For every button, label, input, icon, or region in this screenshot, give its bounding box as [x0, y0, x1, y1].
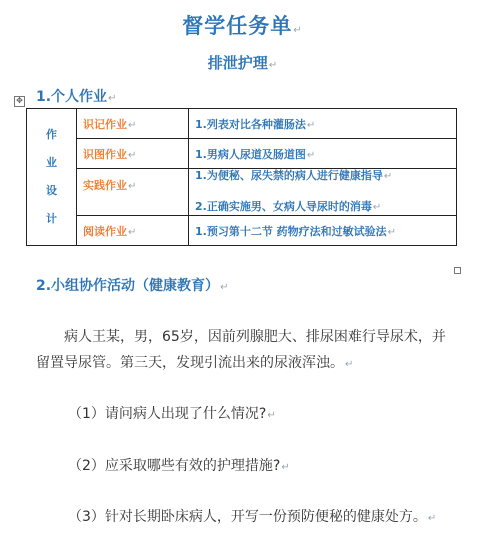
paragraph-mark: ↵ — [427, 513, 437, 524]
item-cell: 1.男病人尿道及肠道图↵ — [189, 139, 457, 169]
side-label-char: 作 — [46, 128, 57, 141]
paragraph-mark: ↵ — [128, 181, 137, 192]
paragraph-mark: ↵ — [128, 149, 137, 161]
table-move-handle-icon[interactable]: ✥ — [14, 96, 25, 107]
paragraph-mark: ↵ — [128, 119, 137, 131]
table-row — [27, 139, 457, 169]
table-row — [27, 216, 457, 246]
paragraph-mark: ↵ — [306, 119, 316, 131]
category-cell: 识图作业↵ — [77, 139, 189, 169]
document-title: 督学任务单↵ — [182, 14, 303, 38]
paragraph-mark: ↵ — [267, 410, 276, 421]
item-line: 2.正确实施男、女病人导尿时的消毒↵ — [195, 200, 382, 213]
paragraph-mark: ↵ — [128, 226, 137, 238]
item-cell: 1.预习第十二节 药物疗法和过敏试验法↵ — [189, 216, 457, 246]
table-row — [27, 109, 457, 139]
section2-heading: 2.小组协作活动（健康教育）↵ — [36, 278, 229, 294]
case-paragraph: 病人王某，男，65岁，因前列腺肥大、排尿困难行导尿术，并留置导尿管。第三天，发现引流出来的尿液浑浊。↵ — [36, 329, 446, 371]
item-cell: 1.列表对比各种灌肠法↵ — [189, 109, 457, 139]
item-cell — [189, 169, 457, 216]
task-table — [26, 108, 457, 246]
category-cell: 实践作业↵ — [77, 169, 189, 216]
section1-heading: 1.个人作业↵ — [36, 89, 117, 105]
paragraph-mark: ↵ — [345, 359, 354, 370]
question-1: （1）请问病人出现了什么情况?↵ — [68, 406, 276, 422]
paragraph-mark: ↵ — [387, 226, 397, 238]
paragraph-mark: ↵ — [220, 282, 229, 293]
side-label-char: 业 — [46, 156, 57, 169]
side-label-char: 设 — [46, 184, 57, 197]
question-3: （3）针对长期卧床病人，开写一份预防便秘的健康处方。↵ — [68, 509, 437, 525]
paragraph-mark: ↵ — [268, 60, 278, 71]
document-subtitle: 排泄护理↵ — [207, 54, 278, 72]
item-line: 1.为便秘、尿失禁的病人进行健康指导↵ — [195, 169, 393, 182]
side-label-char: 计 — [46, 212, 57, 225]
category-cell: 阅读作业↵ — [77, 216, 189, 246]
paragraph-mark: ↵ — [383, 171, 393, 182]
category-cell: 识记作业↵ — [77, 109, 189, 139]
paragraph-mark: ↵ — [293, 25, 303, 36]
question-2: （2）应采取哪些有效的护理措施?↵ — [68, 458, 290, 474]
paragraph-mark: ↵ — [372, 202, 382, 213]
paragraph-mark: ↵ — [306, 149, 316, 161]
paragraph-mark: ↵ — [108, 93, 117, 104]
side-label-cell — [27, 109, 77, 246]
paragraph-mark: ↵ — [281, 462, 290, 473]
table-resize-handle[interactable] — [454, 267, 461, 274]
table-row — [27, 169, 457, 216]
